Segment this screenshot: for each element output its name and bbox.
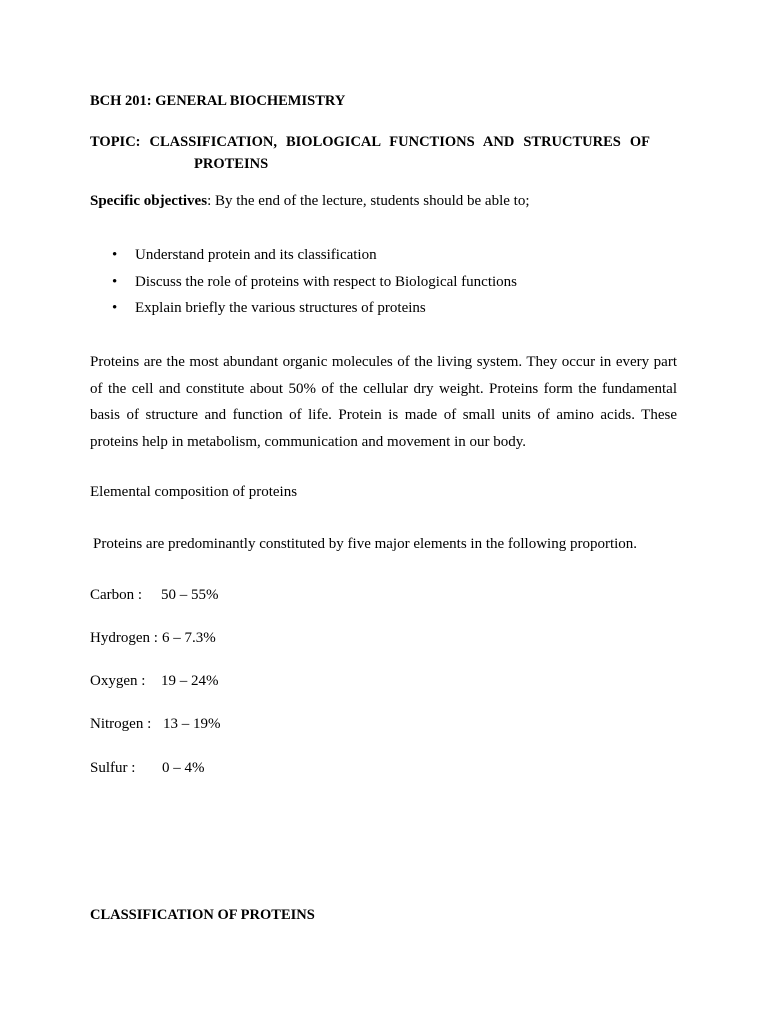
objective-item [90,245,517,272]
element-value: 19 – 24% [161,673,219,689]
element-name: Carbon : [90,587,143,603]
element-row-carbon [90,587,219,604]
classification-heading: CLASSIFICATION OF PROTEINS [90,907,315,923]
element-name: Hydrogen : [90,630,158,646]
objective-item [90,298,517,325]
objectives-intro [90,193,530,210]
element-value: 0 – 4% [162,760,205,776]
element-name: Oxygen : [90,673,146,689]
element-row-oxygen [90,673,219,690]
intro-paragraph: Proteins are the most abundant organic molecules of the living system. They occur in every part of the cell and constitute about 50% of the cellular dry weight. Proteins form the fundamental basis of structure and function of life. Protein is made of small units of amino acids. These proteins help in metabolism, communication and movement in our body. [90,354,677,450]
composition-intro: Proteins are predominantly constituted by five major elements in the following proportion. [93,536,638,552]
objectives-list [90,245,517,325]
topic-label: TOPIC [90,134,136,150]
topic-title-line2: PROTEINS [194,156,269,172]
objective-text: Explain briefly the various structures of proteins [135,300,426,316]
element-row-nitrogen [90,716,221,733]
element-row-sulfur [90,760,205,777]
element-value: 6 – 7.3% [162,630,216,646]
composition-heading: Elemental composition of proteins [90,484,298,500]
element-row-hydrogen [90,630,216,647]
objective-item [90,272,517,299]
bullet-icon: • [112,273,118,290]
bullet-icon: • [112,247,118,263]
objectives-intro-text: : By the end of the lecture, students should be able to; [207,193,530,209]
objective-text: Discuss the role of proteins with respect to Biological functions [135,273,518,290]
course-title: BCH 201: GENERAL BIOCHEMISTRY [90,93,346,109]
objectives-label: Specific objectives [90,193,208,209]
element-value: 50 – 55% [161,587,219,603]
bullet-icon: • [112,300,118,316]
element-value: 13 – 19% [163,716,221,732]
topic-heading [90,129,650,156]
objective-text: Understand protein and its classification [135,247,377,263]
topic-title-line1: : CLASSIFICATION, BIOLOGICAL FUNCTIONS AND STRUCTURES OF [135,134,650,150]
element-name: Sulfur : [90,760,136,776]
element-name: Nitrogen : [90,716,152,732]
